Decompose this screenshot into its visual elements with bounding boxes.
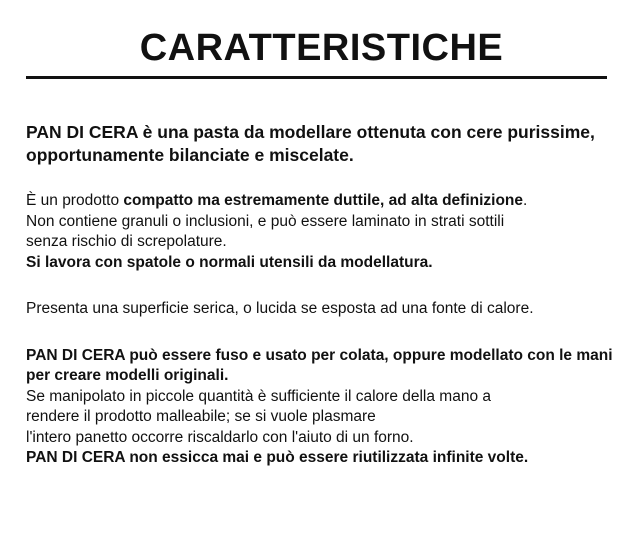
reuse-paragraph: PAN DI CERA non essicca mai e può essere riutilizzata infinite volte.: [26, 449, 529, 466]
description-suffix: .: [523, 192, 528, 209]
product-description: [26, 191, 626, 253]
casting-line-2: rendere il prodotto malleabile; se si vuole plasmare: [26, 408, 376, 425]
description-line-2: Non contiene granuli o inclusioni, e può essere laminato in strati sottili: [26, 212, 505, 230]
surface-paragraph: Presenta una superficie serica, o lucida se esposta ad una fonte di calore.: [26, 300, 534, 317]
tools-paragraph: Si lavora con spatole o normali utensili da modellatura.: [26, 253, 433, 271]
characteristics-content: [26, 121, 626, 469]
title-divider: [26, 76, 607, 79]
casting-line-1: Se manipolato in piccole quantità è sufficiente il calore della mano a: [26, 387, 491, 405]
page-title: CARATTERISTICHE: [139, 27, 504, 69]
casting-line-3: l'intero panetto occorre riscaldarlo con l'aiuto di un forno.: [26, 428, 414, 446]
description-prefix: È un prodotto: [26, 192, 124, 209]
casting-paragraph: [26, 346, 626, 449]
description-highlight: compatto ma estremamente duttile, ad alta definizione: [123, 192, 524, 209]
casting-highlight: PAN DI CERA può essere fuso e usato per colata, oppure modellato con le mani per creare modelli originali.: [26, 346, 613, 384]
intro-paragraph: PAN DI CERA è una pasta da modellare ottenuta con cere purissime, opportunamente bilanciate e miscelate.: [26, 122, 595, 165]
description-line-3: senza rischio di screpolature.: [26, 233, 227, 250]
